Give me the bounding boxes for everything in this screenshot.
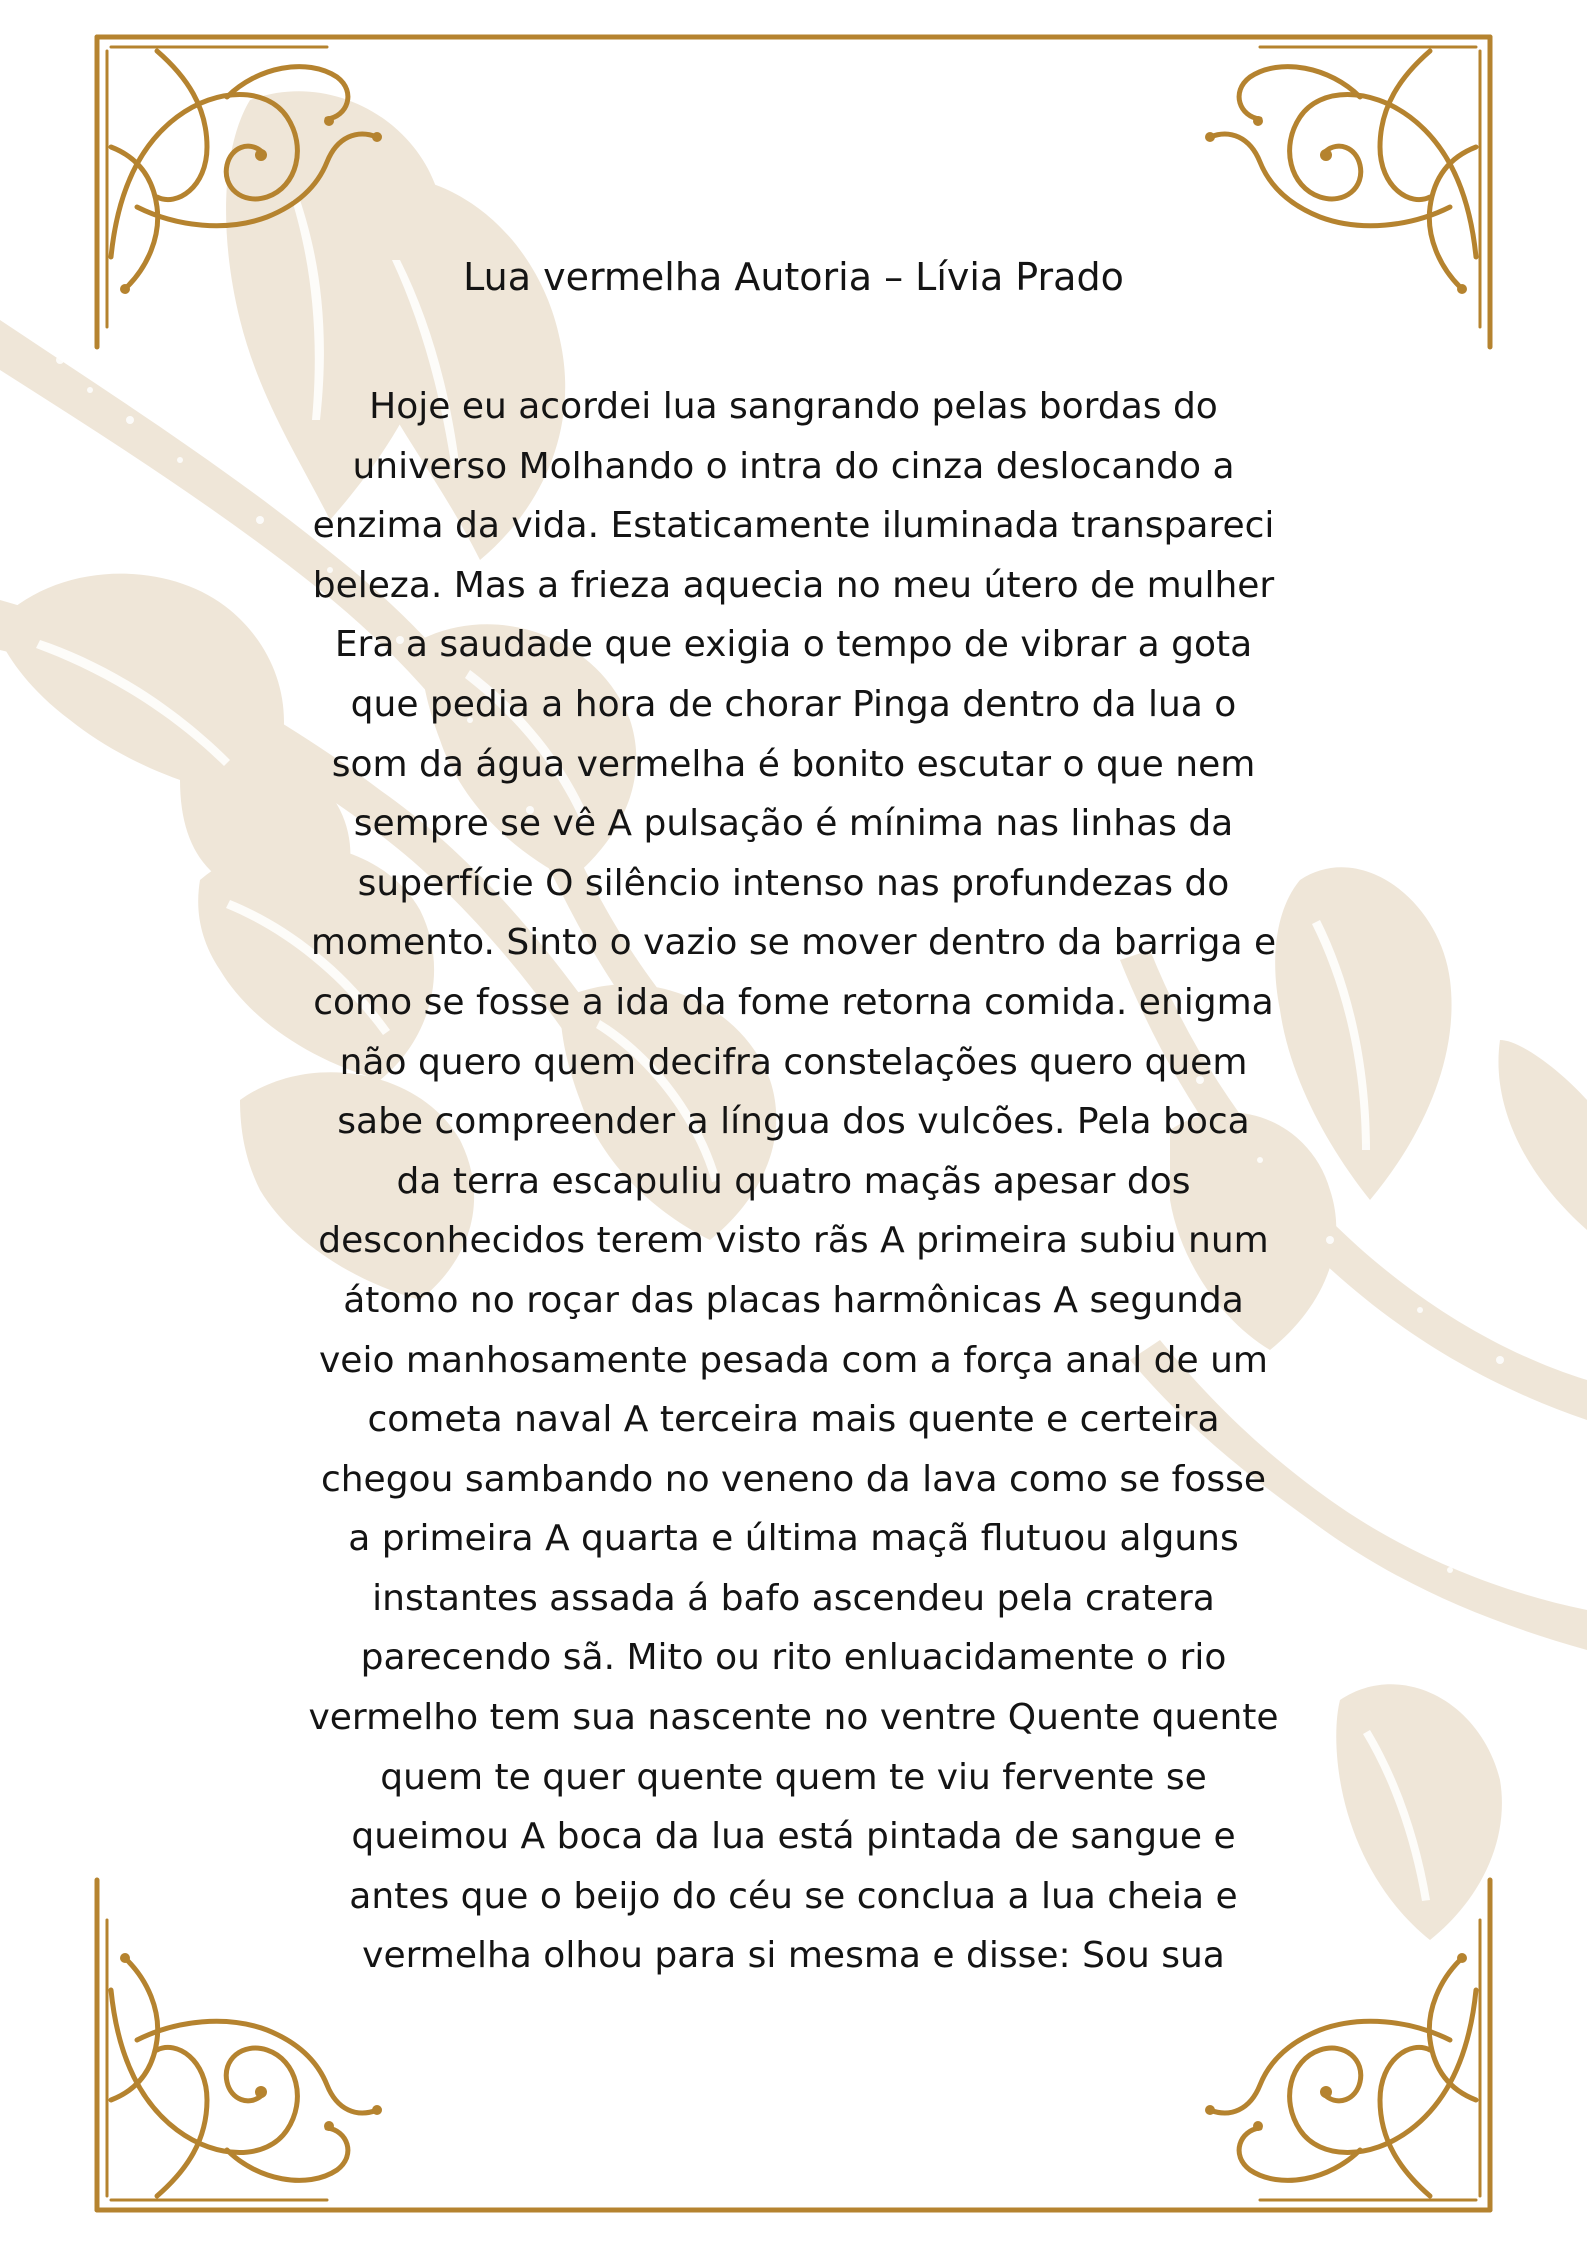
poem-line: átomo no roçar das placas harmônicas A segunda: [343, 1279, 1244, 1321]
poem-line: enzima da vida. Estaticamente iluminada transpareci: [312, 505, 1275, 547]
poem-line: vermelha olhou para si mesma e disse: Sou sua: [362, 1935, 1225, 1977]
poem-line: antes que o beijo do céu se conclua a lua cheia e: [349, 1875, 1238, 1917]
poem-line: cometa naval A terceira mais quente e certeira: [367, 1399, 1220, 1441]
poem-line: chegou sambando no veneno da lava como se fosse: [320, 1458, 1267, 1500]
poem-line: sempre se vê A pulsação é mínima nas linhas da: [353, 803, 1234, 845]
poem-line: vermelho tem sua nascente no ventre Quente quente: [308, 1697, 1279, 1739]
poem-line: momento. Sinto o vazio se mover dentro da barriga e: [310, 922, 1277, 964]
poem-line: instantes assada á bafo ascendeu pela cratera: [372, 1577, 1215, 1619]
poem-line: que pedia a hora de chorar Pinga dentro da lua o: [350, 683, 1237, 725]
poem-line: a primeira A quarta e última maçã flutuou alguns: [348, 1518, 1239, 1560]
poem-line: desconhecidos terem visto rãs A primeira subiu num: [318, 1220, 1269, 1262]
poem-line: veio manhosamente pesada com a força anal de um: [319, 1339, 1268, 1381]
poem-line: sabe compreender a língua dos vulcões. Pela boca: [337, 1101, 1250, 1143]
poem-line: como se fosse a ida da fome retorna comida. enigma: [313, 981, 1274, 1023]
poem-line: não quero quem decifra constelações quero quem: [339, 1041, 1248, 1083]
poem-line: som da água vermelha é bonito escutar o que nem: [331, 743, 1256, 785]
poem-line: Hoje eu acordei lua sangrando pelas bordas do: [369, 386, 1218, 427]
poem-line: queimou A boca da lua está pintada de sangue e: [351, 1816, 1236, 1858]
poem-body: [240, 377, 1347, 1986]
document-title: Lua vermelha Autoria – Lívia Prado: [463, 255, 1124, 299]
poem-line: superfície O silêncio intenso nas profundezas do: [357, 862, 1230, 904]
poem-line: da terra escapuliu quatro maçãs apesar dos: [396, 1160, 1191, 1202]
poem-line: parecendo sã. Mito ou rito enluacidamente o rio: [360, 1637, 1227, 1679]
poem-line: Era a saudade que exigia o tempo de vibrar a gota: [334, 624, 1253, 666]
poem-line: universo Molhando o intra do cinza deslocando a: [352, 445, 1235, 487]
poem-line: quem te quer quente quem te viu fervente se: [380, 1756, 1207, 1798]
poem-line: beleza. Mas a frieza aquecia no meu útero de mulher: [312, 564, 1275, 606]
